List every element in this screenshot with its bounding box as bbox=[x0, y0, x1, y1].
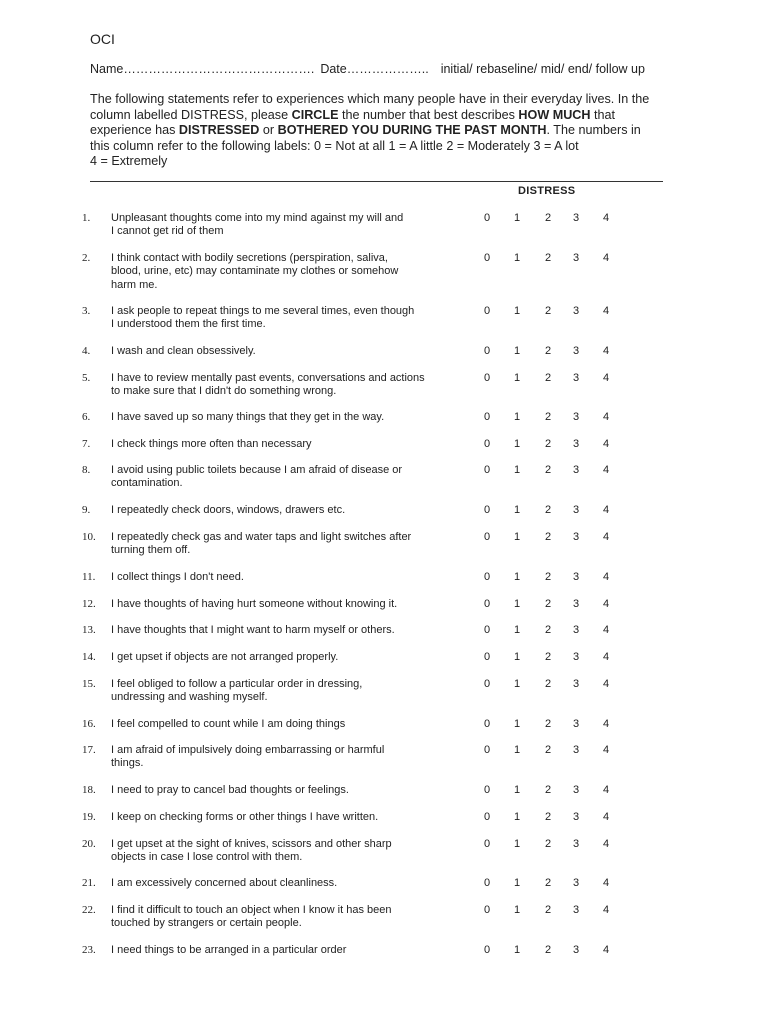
distress-score-option[interactable]: 3 bbox=[572, 345, 580, 357]
distress-score-option[interactable]: 2 bbox=[544, 598, 552, 610]
distress-score-option[interactable]: 0 bbox=[483, 571, 491, 583]
distress-score-option[interactable]: 1 bbox=[513, 624, 521, 636]
distress-score-option[interactable]: 3 bbox=[572, 744, 580, 756]
distress-score-option[interactable]: 2 bbox=[544, 372, 552, 384]
item-number: 1. bbox=[82, 212, 91, 224]
distress-score-option[interactable]: 0 bbox=[483, 904, 491, 916]
distress-score-option[interactable]: 3 bbox=[572, 212, 580, 224]
item-text-line: I collect things I don't need. bbox=[111, 571, 244, 583]
item-number: 14. bbox=[82, 651, 96, 663]
item-text bbox=[111, 718, 473, 731]
distress-score-option[interactable]: 2 bbox=[544, 678, 552, 690]
item-text-line: I have thoughts that I might want to harm myself or others. bbox=[111, 624, 395, 636]
instructions-line-3 bbox=[90, 123, 710, 139]
instructions-bold: BOTHERED YOU DURING THE PAST MONTH bbox=[277, 123, 547, 137]
item-text bbox=[111, 598, 473, 611]
distress-score-option[interactable]: 4 bbox=[602, 345, 610, 357]
item-text bbox=[111, 784, 473, 797]
instructions-text: experience has bbox=[90, 123, 179, 137]
distress-score-option[interactable]: 3 bbox=[572, 598, 580, 610]
distress-score-option[interactable]: 0 bbox=[483, 504, 491, 516]
instructions-text: the number that best describes bbox=[338, 107, 519, 122]
distress-score-option[interactable]: 3 bbox=[572, 438, 580, 450]
item-number: 12. bbox=[82, 598, 96, 610]
item-text-line: I wash and clean obsessively. bbox=[111, 345, 256, 357]
distress-score-option[interactable]: 2 bbox=[544, 877, 552, 889]
distress-score-option[interactable]: 2 bbox=[544, 411, 552, 423]
distress-score-option[interactable]: 2 bbox=[544, 531, 552, 543]
distress-score-option[interactable]: 1 bbox=[513, 744, 521, 756]
item-number: 21. bbox=[82, 877, 96, 889]
item-text-line: I need to pray to cancel bad thoughts or feelings. bbox=[111, 784, 349, 796]
item-text-line: undressing and washing myself. bbox=[111, 691, 268, 704]
item-number: 5. bbox=[82, 372, 91, 384]
distress-score-option[interactable]: 1 bbox=[513, 784, 521, 796]
item-number: 22. bbox=[82, 904, 96, 916]
item-text bbox=[111, 571, 473, 584]
distress-score-option[interactable]: 4 bbox=[602, 504, 610, 516]
distress-score-option[interactable]: 2 bbox=[544, 784, 552, 796]
instructions-text: that bbox=[590, 107, 615, 122]
distress-score-option[interactable]: 2 bbox=[544, 345, 552, 357]
item-number: 4. bbox=[82, 345, 91, 357]
distress-column-header: DISTRESS bbox=[518, 185, 576, 197]
distress-score-option[interactable]: 3 bbox=[572, 811, 580, 823]
instructions-bold: DISTRESSED bbox=[178, 123, 260, 137]
distress-score-option[interactable]: 1 bbox=[513, 252, 521, 264]
distress-score-option[interactable]: 3 bbox=[572, 784, 580, 796]
instructions-line-2 bbox=[90, 108, 710, 124]
item-text-line: I check things more often than necessary bbox=[111, 438, 312, 450]
instructions-line-5: 4 = Extremely bbox=[90, 154, 168, 168]
item-text-line: I am afraid of impulsively doing embarrassing or harmful bbox=[111, 744, 385, 756]
item-text-line: I have to review mentally past events, conversations and actions bbox=[111, 372, 425, 384]
distress-score-option[interactable]: 1 bbox=[513, 571, 521, 583]
instructions-text: or bbox=[259, 123, 278, 137]
item-text-line: I understood them the first time. bbox=[111, 318, 266, 331]
form-title: OCI bbox=[90, 31, 115, 47]
distress-score-option[interactable]: 2 bbox=[544, 838, 552, 850]
item-number: 19. bbox=[82, 811, 96, 823]
distress-score-option[interactable]: 2 bbox=[544, 464, 552, 476]
item-number: 10. bbox=[82, 531, 96, 543]
item-text-line: I have thoughts of having hurt someone without knowing it. bbox=[111, 598, 398, 610]
distress-score-option[interactable]: 1 bbox=[513, 811, 521, 823]
distress-score-option[interactable]: 1 bbox=[513, 877, 521, 889]
item-number: 9. bbox=[82, 504, 91, 516]
distress-score-option[interactable]: 3 bbox=[572, 838, 580, 850]
distress-score-option[interactable]: 3 bbox=[572, 411, 580, 423]
item-text bbox=[111, 904, 473, 931]
item-text bbox=[111, 877, 473, 890]
distress-score-option[interactable]: 1 bbox=[513, 944, 521, 956]
distress-score-option[interactable]: 3 bbox=[572, 944, 580, 956]
distress-score-option[interactable]: 1 bbox=[513, 531, 521, 543]
distress-score-option[interactable]: 1 bbox=[513, 438, 521, 450]
distress-score-option[interactable]: 0 bbox=[483, 744, 491, 756]
item-text-line: to make sure that I didn't do something wrong. bbox=[111, 385, 337, 398]
distress-score-option[interactable]: 2 bbox=[544, 811, 552, 823]
distress-score-option[interactable]: 4 bbox=[602, 838, 610, 850]
item-text bbox=[111, 531, 473, 558]
distress-score-option[interactable]: 3 bbox=[572, 651, 580, 663]
item-text-line: turning them off. bbox=[111, 544, 191, 557]
item-number: 3. bbox=[82, 305, 91, 317]
item-text bbox=[111, 811, 473, 824]
distress-score-option[interactable]: 3 bbox=[572, 464, 580, 476]
distress-score-option[interactable]: 2 bbox=[544, 438, 552, 450]
distress-score-option[interactable]: 1 bbox=[513, 411, 521, 423]
item-text-line: touched by strangers or certain people. bbox=[111, 917, 302, 930]
instructions-bold: CIRCLE bbox=[291, 107, 339, 122]
distress-score-option[interactable]: 3 bbox=[572, 904, 580, 916]
distress-score-option[interactable]: 2 bbox=[544, 252, 552, 264]
item-text-line: I keep on checking forms or other things I have written. bbox=[111, 811, 379, 823]
instructions bbox=[90, 92, 710, 170]
item-text-line: I get upset at the sight of knives, scissors and other sharp bbox=[111, 838, 392, 850]
distress-score-option[interactable]: 0 bbox=[483, 372, 491, 384]
item-number: 11. bbox=[82, 571, 96, 583]
distress-score-option[interactable]: 1 bbox=[513, 651, 521, 663]
item-text bbox=[111, 252, 473, 292]
distress-score-option[interactable]: 0 bbox=[483, 531, 491, 543]
distress-score-option[interactable]: 2 bbox=[544, 571, 552, 583]
item-text bbox=[111, 438, 473, 451]
distress-score-option[interactable]: 4 bbox=[602, 944, 610, 956]
distress-score-option[interactable]: 2 bbox=[544, 718, 552, 730]
item-text bbox=[111, 305, 473, 332]
item-number: 17. bbox=[82, 744, 96, 756]
item-number: 13. bbox=[82, 624, 96, 636]
distress-score-option[interactable]: 4 bbox=[602, 784, 610, 796]
item-text bbox=[111, 744, 473, 771]
item-number: 16. bbox=[82, 718, 96, 730]
distress-score-option[interactable]: 2 bbox=[544, 904, 552, 916]
distress-score-option[interactable]: 4 bbox=[602, 718, 610, 730]
distress-score-option[interactable]: 3 bbox=[572, 718, 580, 730]
distress-score-option[interactable]: 0 bbox=[483, 598, 491, 610]
distress-score-option[interactable]: 0 bbox=[483, 678, 491, 690]
distress-score-option[interactable]: 4 bbox=[602, 252, 610, 264]
distress-score-option[interactable]: 3 bbox=[572, 531, 580, 543]
item-number: 15. bbox=[82, 678, 96, 690]
distress-score-option[interactable]: 4 bbox=[602, 811, 610, 823]
distress-score-option[interactable]: 3 bbox=[572, 504, 580, 516]
distress-score-option[interactable]: 0 bbox=[483, 877, 491, 889]
item-number: 7. bbox=[82, 438, 91, 450]
distress-score-option[interactable]: 0 bbox=[483, 345, 491, 357]
distress-score-option[interactable]: 4 bbox=[602, 678, 610, 690]
distress-score-option[interactable]: 3 bbox=[572, 624, 580, 636]
instructions-line-4: this column refer to the following labels: 0 = Not at all 1 = A little 2 = Moderately 3 = A lot bbox=[90, 138, 579, 153]
distress-score-option[interactable]: 0 bbox=[483, 252, 491, 264]
item-text-line: blood, urine, etc) may contaminate my clothes or somehow bbox=[111, 265, 399, 278]
item-number: 20. bbox=[82, 838, 96, 850]
distress-score-option[interactable]: 0 bbox=[483, 624, 491, 636]
distress-score-option[interactable]: 1 bbox=[513, 305, 521, 317]
distress-score-option[interactable]: 4 bbox=[602, 212, 610, 224]
distress-score-option[interactable]: 4 bbox=[602, 624, 610, 636]
item-text-line: Unpleasant thoughts come into my mind against my will and bbox=[111, 212, 404, 224]
distress-score-option[interactable]: 2 bbox=[544, 212, 552, 224]
distress-score-option[interactable]: 1 bbox=[513, 212, 521, 224]
item-text bbox=[111, 624, 473, 637]
item-text-line: I feel compelled to count while I am doing things bbox=[111, 718, 346, 730]
distress-score-option[interactable]: 4 bbox=[602, 904, 610, 916]
distress-score-option[interactable]: 0 bbox=[483, 784, 491, 796]
instructions-text: column labelled DISTRESS, please bbox=[90, 107, 292, 122]
item-text-line: I am excessively concerned about cleanliness. bbox=[111, 877, 338, 889]
distress-score-option[interactable]: 1 bbox=[513, 464, 521, 476]
distress-score-option[interactable]: 4 bbox=[602, 464, 610, 476]
distress-score-option[interactable]: 4 bbox=[602, 438, 610, 450]
distress-score-option[interactable]: 3 bbox=[572, 877, 580, 889]
distress-score-option[interactable]: 2 bbox=[544, 305, 552, 317]
distress-score-option[interactable]: 1 bbox=[513, 718, 521, 730]
item-text-line: objects in case I lose control with them. bbox=[111, 851, 303, 864]
distress-score-option[interactable]: 4 bbox=[602, 651, 610, 663]
distress-score-option[interactable]: 4 bbox=[602, 305, 610, 317]
distress-score-option[interactable]: 0 bbox=[483, 718, 491, 730]
distress-score-option[interactable]: 1 bbox=[513, 838, 521, 850]
instructions-line-1: The following statements refer to experiences which many people have in their everyday lives. In the bbox=[90, 92, 650, 106]
distress-score-option[interactable]: 4 bbox=[602, 877, 610, 889]
distress-score-option[interactable]: 4 bbox=[602, 411, 610, 423]
item-number: 6. bbox=[82, 411, 91, 423]
distress-score-option[interactable]: 0 bbox=[483, 305, 491, 317]
item-text bbox=[111, 212, 473, 239]
distress-score-option[interactable]: 2 bbox=[544, 651, 552, 663]
item-number: 23. bbox=[82, 944, 96, 956]
item-text-line: I get upset if objects are not arranged properly. bbox=[111, 651, 339, 663]
item-text bbox=[111, 464, 473, 491]
distress-score-option[interactable]: 0 bbox=[483, 838, 491, 850]
item-text-line: I ask people to repeat things to me several times, even though bbox=[111, 305, 415, 317]
item-text bbox=[111, 651, 473, 664]
item-text bbox=[111, 838, 473, 865]
distress-score-option[interactable]: 2 bbox=[544, 744, 552, 756]
item-text bbox=[111, 944, 473, 957]
visit-options: initial/ rebaseline/ mid/ end/ follow up bbox=[440, 62, 645, 76]
item-text-line: I need things to be arranged in a particular order bbox=[111, 944, 347, 956]
item-text-line: contamination. bbox=[111, 477, 183, 490]
instructions-text: . The numbers in bbox=[546, 123, 641, 137]
distress-score-option[interactable]: 4 bbox=[602, 744, 610, 756]
distress-score-option[interactable]: 1 bbox=[513, 904, 521, 916]
item-text-line: I think contact with bodily secretions (perspiration, saliva, bbox=[111, 252, 388, 264]
distress-score-option[interactable]: 4 bbox=[602, 531, 610, 543]
date-field-label: Date……………….. bbox=[320, 62, 429, 76]
item-text bbox=[111, 678, 473, 705]
distress-score-option[interactable]: 1 bbox=[513, 372, 521, 384]
distress-score-option[interactable]: 0 bbox=[483, 411, 491, 423]
instructions-bold: HOW MUCH bbox=[518, 107, 591, 122]
distress-score-option[interactable]: 4 bbox=[602, 598, 610, 610]
header-divider bbox=[90, 181, 663, 182]
distress-score-option[interactable]: 0 bbox=[483, 944, 491, 956]
item-text bbox=[111, 345, 473, 358]
distress-score-option[interactable]: 0 bbox=[483, 212, 491, 224]
item-text-line: I repeatedly check gas and water taps and light switches after bbox=[111, 531, 412, 543]
distress-score-option[interactable]: 4 bbox=[602, 571, 610, 583]
item-number: 2. bbox=[82, 252, 91, 264]
distress-score-option[interactable]: 3 bbox=[572, 372, 580, 384]
name-field-label: Name………………………………………. bbox=[90, 62, 315, 76]
distress-score-option[interactable]: 3 bbox=[572, 571, 580, 583]
distress-score-option[interactable]: 4 bbox=[602, 372, 610, 384]
distress-score-option[interactable]: 3 bbox=[572, 305, 580, 317]
item-text bbox=[111, 411, 473, 424]
item-text-line: harm me. bbox=[111, 278, 158, 291]
distress-score-option[interactable]: 3 bbox=[572, 678, 580, 690]
item-text-line: I have saved up so many things that they get in the way. bbox=[111, 411, 385, 423]
item-text-line: I feel obliged to follow a particular order in dressing, bbox=[111, 678, 363, 690]
distress-score-option[interactable]: 1 bbox=[513, 345, 521, 357]
item-text-line: things. bbox=[111, 757, 144, 770]
item-text-line: I repeatedly check doors, windows, drawers etc. bbox=[111, 504, 346, 516]
item-text bbox=[111, 372, 473, 399]
distress-score-option[interactable]: 0 bbox=[483, 811, 491, 823]
distress-score-option[interactable]: 2 bbox=[544, 504, 552, 516]
distress-score-option[interactable]: 2 bbox=[544, 944, 552, 956]
distress-score-option[interactable]: 0 bbox=[483, 464, 491, 476]
distress-score-option[interactable]: 0 bbox=[483, 651, 491, 663]
item-text bbox=[111, 504, 473, 517]
item-number: 18. bbox=[82, 784, 96, 796]
distress-score-option[interactable]: 2 bbox=[544, 624, 552, 636]
item-text-line: I cannot get rid of them bbox=[111, 225, 224, 238]
distress-score-option[interactable]: 1 bbox=[513, 678, 521, 690]
item-number: 8. bbox=[82, 464, 91, 476]
name-date-line bbox=[90, 62, 710, 76]
distress-score-option[interactable]: 3 bbox=[572, 252, 580, 264]
distress-score-option[interactable]: 1 bbox=[513, 598, 521, 610]
distress-score-option[interactable]: 0 bbox=[483, 438, 491, 450]
item-text-line: I find it difficult to touch an object when I know it has been bbox=[111, 904, 392, 916]
item-text-line: I avoid using public toilets because I am afraid of disease or bbox=[111, 464, 403, 476]
distress-score-option[interactable]: 1 bbox=[513, 504, 521, 516]
